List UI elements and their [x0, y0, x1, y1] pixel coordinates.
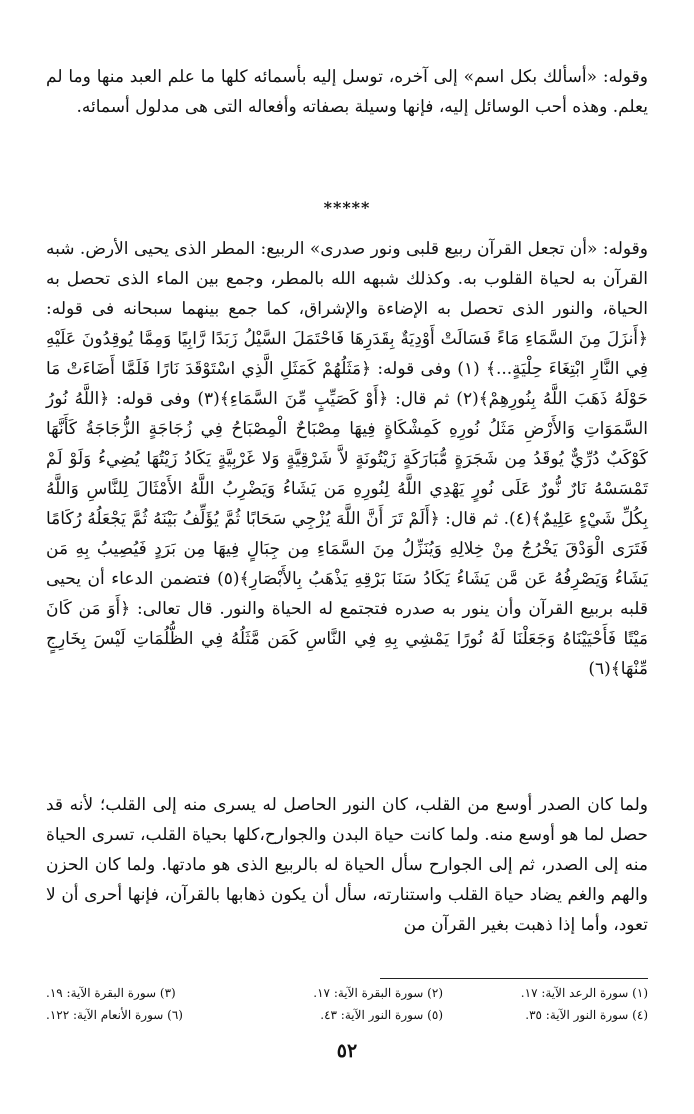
footnote-2: (٢) سورة البقرة الآية: ١٧.	[313, 986, 443, 1000]
paragraph-sadr-qalb	[46, 790, 648, 940]
footnote-divider	[380, 978, 648, 979]
footnote-row	[46, 1004, 648, 1026]
footnote-6: (٦) سورة الأنعام الآية: ١٢٢.	[46, 1008, 183, 1022]
footnote-5: (٥) سورة النور الآية: ٤٣.	[320, 1008, 443, 1022]
footnote-row	[46, 982, 648, 1004]
paragraph-text: وقوله: «أسألك بكل اسم» إلى آخره، توسل إليه بأسمائه كلها ما علم العبد منها وما لم يعلم. وهذه أحب الوسائل إليه، فإنها وسيلة بصفاته وأفعاله التى هى مدلول أسمائه.	[46, 67, 648, 117]
footnote-3: (٣) سورة البقرة الآية: ١٩.	[46, 986, 176, 1000]
paragraph-asmaa	[46, 62, 648, 122]
paragraph-text: وقوله: «أن تجعل القرآن ربيع قلبى ونور صدرى» الربيع: المطر الذى يحيى الأرض. شبه القرآن به لحياة القلوب به. وكذلك شبهه الله بالمطر، وجمع بين الماء الذى تحصل به الحياة، والنور الذى تحصل به الإضاءة والإشراق، كما جمع بينهما سبحانه فى قوله: ﴿أَنزَلَ مِنَ السَّمَاءِ مَاءً فَسَالَتْ أَوْدِيَةٌ بِقَدَرِهَا فَاحْتَمَلَ السَّيْلُ زَبَدًا رَّابِيًا وَمِمَّا يُوقِدُونَ عَلَيْهِ فِي النَّارِ ابْتِغَاءَ حِلْيَةٍ...﴾ (١) وفى قوله: ﴿مَثَلُهُمْ كَمَثَلِ الَّذِي اسْتَوْقَدَ نَارًا فَلَمَّا أَضَاءَتْ مَا حَوْلَهُ ذَهَبَ اللَّهُ بِنُورِهِمْ﴾(٢) ثم قال: ﴿أَوْ كَصَيِّبٍ مِّنَ السَّمَاءِ﴾(٣) وفى قوله: ﴿اللَّهُ نُورُ السَّمَوَاتِ وَالأَرْضِ مَثَلُ نُورِهِ كَمِشْكَاةٍ فِيهَا مِصْبَاحٌ الْمِصْبَاحُ فِي زُجَاجَةٍ الزُّجَاجَةُ كَأَنَّهَا كَوْكَبٌ دُرِّيٌّ يُوقَدُ مِن شَجَرَةٍ مُّبَارَكَةٍ زَيْتُونَةٍ لاَّ شَرْقِيَّةٍ وَلا غَرْبِيَّةٍ يَكَادُ زَيْتُهَا يُضِيءُ وَلَوْ لَمْ تَمْسَسْهُ نَارٌ نُّورٌ عَلَى نُورٍ يَهْدِي اللَّهُ لِنُورِهِ مَن يَشَاءُ وَيَضْرِبُ اللَّهُ الأَمْثَالَ لِلنَّاسِ وَاللَّهُ بِكُلِّ شَيْءٍ عَلِيمٌ﴾(٤). ثم قال: ﴿أَلَمْ تَرَ أَنَّ اللَّهَ يُزْجِي سَحَابًا ثُمَّ يُؤَلِّفُ بَيْنَهُ ثُمَّ يَجْعَلُهُ رُكَامًا فَتَرَى الْوَدْقَ يَخْرُجُ مِنْ خِلالِهِ وَيُنَزِّلُ مِنَ السَّمَاءِ مِن جِبَالٍ فِيهَا مِن بَرَدٍ فَيُصِيبُ بِهِ مَن يَشَاءُ وَيَصْرِفُهُ عَن مَّن يَشَاءُ يَكَادُ سَنَا بَرْقِهِ يَذْهَبُ بِالأَبْصَارِ﴾(٥) فتضمن الدعاء أن يحيى قلبه بربيع القرآن وأن ينور به صدره فتجتمع له الحياة والنور. قال تعالى: ﴿أَوَ مَن كَانَ مَيْتًا فَأَحْيَيْنَاهُ وَجَعَلْنَا لَهُ نُورًا يَمْشِي بِهِ فِي النَّاسِ كَمَن مَّثَلُهُ فِي الظُّلُمَاتِ لَيْسَ بِخَارِجٍ مِّنْهَا﴾(٦)	[46, 239, 649, 679]
footnote-1: (١) سورة الرعد الآية: ١٧.	[520, 986, 648, 1000]
paragraph-text: ولما كان الصدر أوسع من القلب، كان النور الحاصل له يسرى منه إلى القلب؛ لأنه قد حصل لما هو أوسع منه. ولما كانت حياة البدن والجوارح،كلها بحياة القلب، تسرى الحياة منه إلى الصدر، ثم إلى الجوارح سأل الحياة له بالربيع الذى هو مادتها. ولما كان الحزن والهم والغم يضاد حياة القلب واستنارته، سأل أن يكون ذهابها بالقرآن، فإنها أحرى أن لا تعود، وأما إذا ذهبت بغير القرآن من	[46, 795, 648, 935]
paragraph-rabi-quran	[46, 234, 648, 684]
section-separator: *****	[323, 198, 371, 217]
page-number: ٥٢	[336, 1040, 358, 1062]
footnotes	[46, 982, 648, 1026]
footnote-4: (٤) سورة النور الآية: ٣٥.	[525, 1008, 648, 1022]
